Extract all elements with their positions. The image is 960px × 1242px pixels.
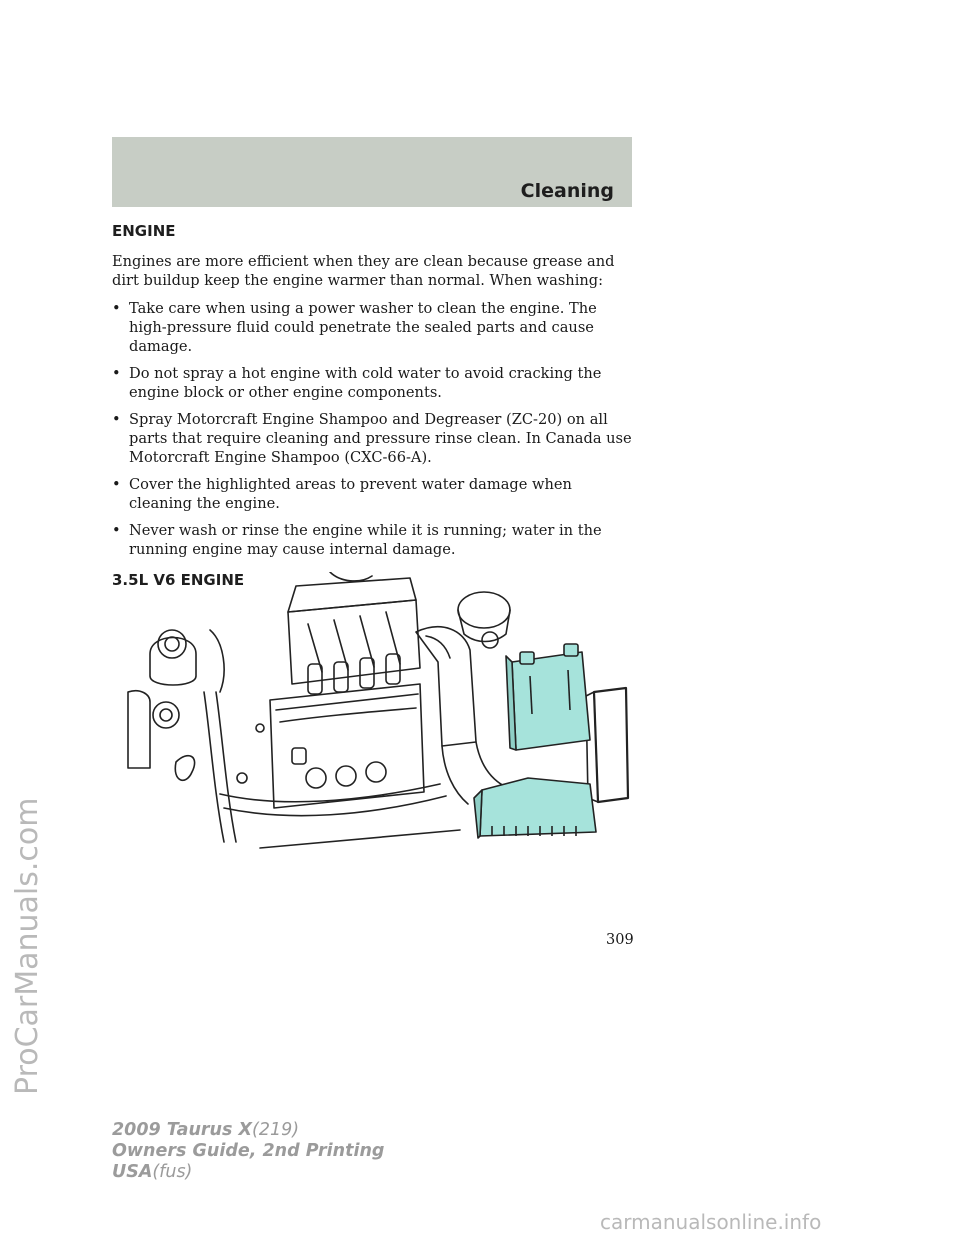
- list-item: • Spray Motorcraft Engine Shampoo and Degreaser (ZC-20) on all parts that require cleaning and pressure rinse clean. In Canada use Motorcraft Engine Shampoo (CXC-66-A).: [112, 411, 632, 466]
- bullet-icon: •: [112, 476, 121, 493]
- engine-heading: ENGINE: [112, 222, 176, 240]
- engine-diagram-heading: 3.5L V6 ENGINE: [112, 571, 245, 589]
- footer-line-model: 2009 Taurus X(219): [112, 1120, 300, 1140]
- footer-line-region: USA(fus): [112, 1162, 193, 1182]
- list-item: • Cover the highlighted areas to prevent water damage when cleaning the engine.: [112, 476, 572, 512]
- intro-paragraph: Engines are more efficient when they are clean because grease and dirt buildup keep the engine warmer than normal. When washing:: [112, 253, 615, 289]
- bullet-icon: •: [112, 522, 121, 539]
- page-content: [112, 222, 632, 601]
- list-item: • Do not spray a hot engine with cold water to avoid cracking the engine block or other engine components.: [112, 365, 602, 401]
- list-item: • Take care when using a power washer to clean the engine. The high-pressure fluid could penetrate the sealed parts and cause damage.: [112, 300, 597, 355]
- page-number: 309: [606, 932, 634, 948]
- bullet-icon: •: [112, 365, 121, 382]
- watermark-left: ProCarManuals.com: [10, 797, 45, 1095]
- washing-tips-list: [112, 299, 632, 559]
- list-item: • Never wash or rinse the engine while it is running; water in the running engine may cause internal damage.: [112, 522, 602, 558]
- header-band: [112, 137, 632, 207]
- watermark-bottom: carmanualsonline.info: [600, 1210, 822, 1234]
- bullet-icon: •: [112, 300, 121, 317]
- document-footer: [112, 1120, 384, 1183]
- section-title: Cleaning: [520, 180, 614, 202]
- engine-compartment-illustration: [120, 572, 636, 854]
- footer-line-printing: Owners Guide, 2nd Printing: [112, 1141, 385, 1161]
- bullet-icon: •: [112, 411, 121, 428]
